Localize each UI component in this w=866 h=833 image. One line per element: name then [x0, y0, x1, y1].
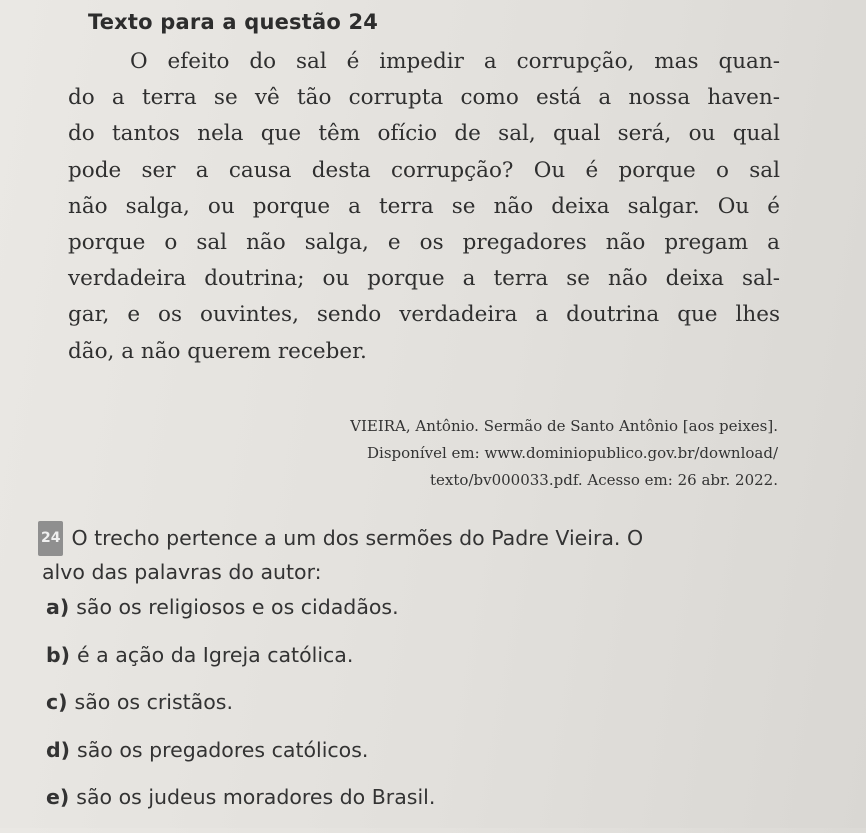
question-stem-line: alvo das palavras do autor:	[42, 560, 322, 584]
option-letter: b)	[46, 642, 71, 667]
answer-option-c[interactable]	[46, 690, 435, 738]
option-letter: a)	[46, 595, 70, 619]
passage-line: não salga, ou porque a terra se não deixa salgar. Ou é	[68, 193, 780, 219]
answer-option-b[interactable]	[46, 643, 435, 691]
option-text: são os religiosos e os cidadãos.	[76, 595, 399, 619]
option-text: são os pregadores católicos.	[77, 737, 369, 762]
answer-option-a[interactable]	[46, 595, 435, 643]
passage-line: porque o sal não salga, e os pregadores não pregam a	[68, 230, 780, 256]
passage-text	[68, 44, 780, 370]
answer-option-d[interactable]	[46, 738, 435, 786]
citation-line: Disponível em: www.dominiopublico.gov.br/download/	[367, 444, 778, 462]
option-text: é a ação da Igreja católica.	[77, 642, 354, 667]
citation-line: VIEIRA, Antônio. Sermão de Santo Antônio [aos peixes].	[350, 417, 778, 435]
passage-line: do a terra se vê tão corrupta como está a nossa haven-	[68, 85, 780, 111]
option-letter: c)	[46, 690, 68, 714]
passage-line: do tantos nela que têm ofício de sal, qual será, ou qual	[68, 121, 780, 147]
question-stem	[38, 521, 838, 589]
question-stem-line: O trecho pertence a um dos sermões do Padre Vieira. O	[71, 526, 644, 550]
passage-line: verdadeira doutrina; ou porque a terra se não deixa sal-	[68, 266, 780, 292]
option-letter: d)	[46, 737, 71, 762]
question-number-badge: 24	[38, 521, 63, 556]
citation-line: texto/bv000033.pdf. Acesso em: 26 abr. 2022.	[430, 471, 778, 489]
option-text: são os cristãos.	[74, 690, 233, 714]
passage-line: gar, e os ouvintes, sendo verdadeira a doutrina que lhes	[68, 302, 780, 328]
section-title: Texto para a questão 24	[88, 10, 379, 34]
question-block	[38, 521, 838, 589]
option-text: são os judeus moradores do Brasil.	[76, 785, 436, 809]
passage-line: dão, a não querem receber.	[68, 338, 367, 364]
answer-option-e[interactable]	[46, 785, 435, 833]
passage-line: O efeito do sal é impedir a corrupção, mas quan-	[130, 49, 780, 74]
answer-options	[46, 595, 435, 833]
source-citation	[350, 413, 778, 494]
passage-line: pode ser a causa desta corrupção? Ou é porque o sal	[68, 157, 780, 183]
option-letter: e)	[46, 785, 70, 809]
